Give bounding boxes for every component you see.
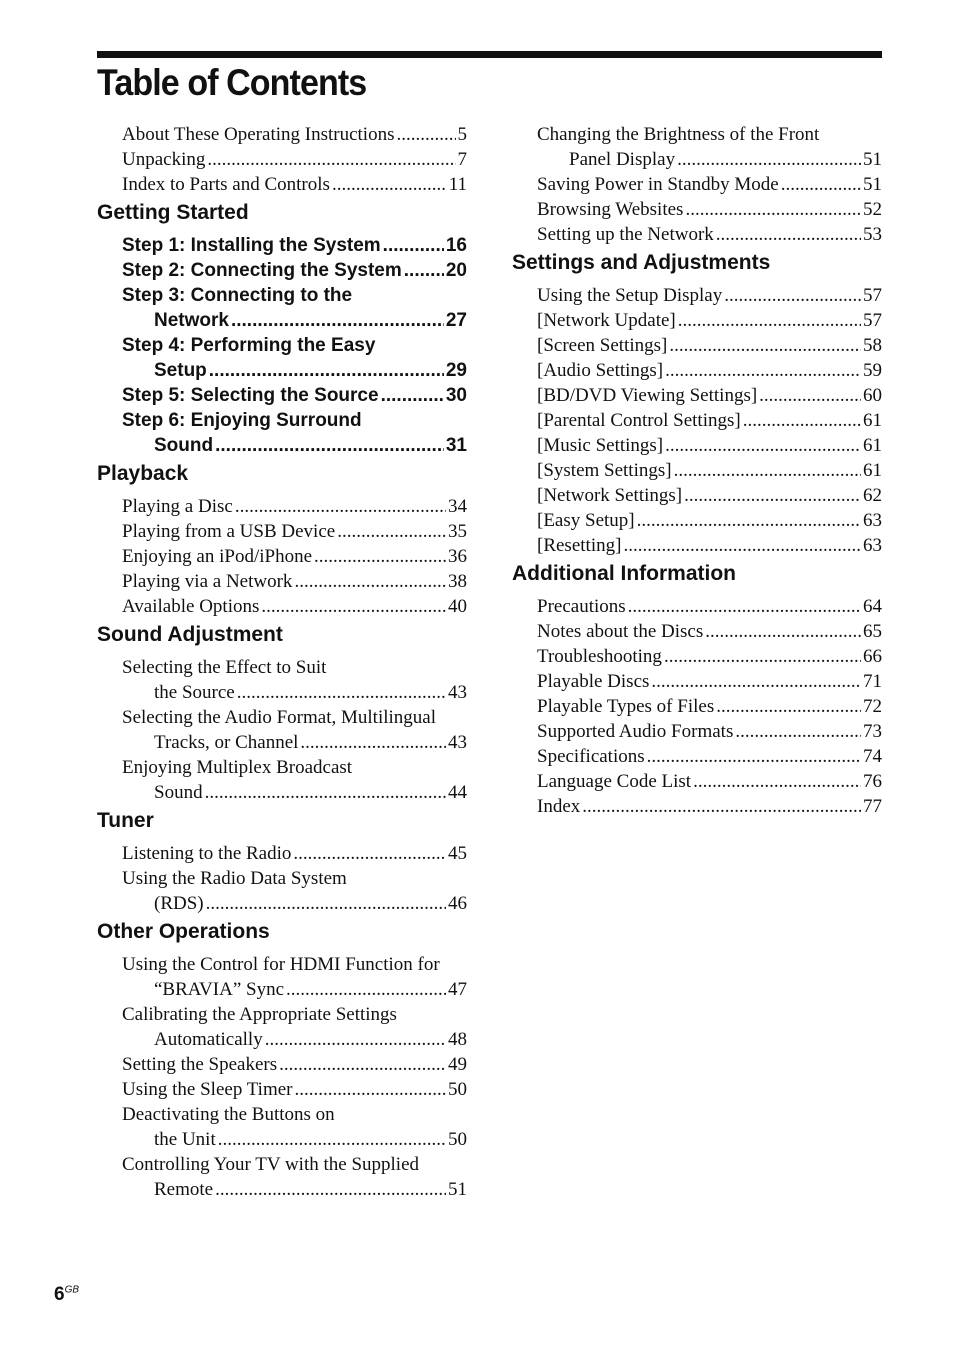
top-rule	[97, 51, 882, 58]
toc-entry[interactable]	[122, 569, 467, 594]
entry-page-number: 16	[445, 235, 467, 256]
entry-text: Notes about the Discs	[537, 621, 704, 642]
dot-leader	[205, 780, 446, 805]
entry-page-number: 5	[457, 124, 467, 145]
entry-page-number: 34	[448, 496, 467, 517]
entry-page-number: 7	[457, 149, 467, 170]
entry-text: Selecting the Effect to Suit	[122, 657, 327, 678]
entry-text: Specifications	[537, 746, 645, 767]
dot-leader	[383, 233, 444, 258]
dot-leader	[337, 519, 446, 544]
toc-entry[interactable]	[537, 383, 882, 408]
entry-text: Using the Setup Display	[537, 285, 723, 306]
entry-page-number: 61	[863, 410, 882, 431]
dot-leader	[294, 1077, 446, 1102]
entry-text: Playing from a USB Device	[122, 521, 336, 542]
entry-text: Step 6: Enjoying Surround	[122, 410, 362, 431]
toc-entry[interactable]	[122, 519, 467, 544]
entry-page-number: 50	[448, 1079, 467, 1100]
toc-entry[interactable]	[537, 694, 882, 719]
dot-leader	[209, 358, 444, 383]
dot-leader	[637, 508, 861, 533]
entry-page-number: 63	[863, 510, 882, 531]
entry-text: Deactivating the Buttons on	[122, 1104, 335, 1125]
entry-text: Index to Parts and Controls	[122, 174, 330, 195]
entry-page-number: 20	[445, 260, 467, 281]
entry-text: [BD/DVD Viewing Settings]	[537, 385, 758, 406]
entry-page-number: 27	[445, 310, 467, 331]
dot-leader	[235, 494, 446, 519]
dot-leader	[684, 483, 861, 508]
dot-leader	[651, 669, 861, 694]
entry-text: Playable Types of Files	[537, 696, 715, 717]
dot-leader	[294, 569, 446, 594]
entry-page-number: 40	[448, 596, 467, 617]
dot-leader	[218, 1127, 446, 1152]
dot-leader	[669, 333, 861, 358]
entry-text: Playing a Disc	[122, 496, 233, 517]
page-number-suffix: GB	[64, 1284, 80, 1296]
dot-leader	[207, 147, 455, 172]
entry-text: Enjoying Multiplex Broadcast	[122, 757, 353, 778]
section-heading: Tuner	[97, 809, 154, 832]
section-heading: Playback	[97, 462, 189, 485]
dot-leader	[396, 122, 455, 147]
toc-section-intro	[97, 122, 467, 197]
toc-entry[interactable]	[122, 594, 467, 619]
section-heading: Other Operations	[97, 920, 270, 943]
toc-entry[interactable]	[122, 1077, 467, 1102]
dot-leader	[743, 408, 861, 433]
toc-entry[interactable]	[122, 655, 467, 705]
toc-left-column	[97, 122, 467, 1204]
entry-text: Setting up the Network	[537, 224, 714, 245]
page-number	[54, 1284, 79, 1306]
toc-entry[interactable]	[122, 172, 467, 197]
entry-page-number: 43	[448, 682, 467, 703]
entry-page-number: 35	[448, 521, 467, 542]
dot-leader	[677, 147, 861, 172]
entry-text: Using the Control for HDMI Function for	[122, 954, 440, 975]
toc-entry[interactable]	[122, 383, 467, 408]
entry-text: Setting the Speakers	[122, 1054, 278, 1075]
section-heading: Additional Information	[512, 562, 736, 585]
dot-leader	[623, 533, 861, 558]
toc-entry[interactable]	[122, 233, 467, 258]
entry-page-number: 11	[448, 174, 467, 195]
toc-entry[interactable]	[122, 1102, 467, 1152]
entry-page-number: 44	[448, 782, 467, 803]
entry-text: Step 2: Connecting the System	[122, 260, 402, 281]
dot-leader	[381, 383, 444, 408]
entry-text: [Music Settings]	[537, 435, 664, 456]
entry-text: Supported Audio Formats	[537, 721, 734, 742]
toc-entry[interactable]	[122, 147, 467, 172]
page-number-value: 6	[54, 1284, 65, 1305]
entry-text: Tracks, or Channel	[154, 732, 299, 753]
entry-text: Listening to the Radio	[122, 843, 292, 864]
entry-text: Playable Discs	[537, 671, 650, 692]
toc-entry[interactable]	[122, 1052, 467, 1077]
toc-entry[interactable]	[537, 719, 882, 744]
toc-entry[interactable]	[537, 197, 882, 222]
entry-page-number: 72	[863, 696, 882, 717]
entry-page-number: 51	[863, 174, 882, 195]
toc-entry[interactable]	[537, 358, 882, 383]
entry-text: [Network Update]	[537, 310, 676, 331]
entry-text: [Network Settings]	[537, 485, 683, 506]
dot-leader	[215, 433, 444, 458]
entry-page-number: 47	[448, 979, 467, 1000]
entry-page-number: 50	[448, 1129, 467, 1150]
toc-entry[interactable]	[122, 333, 467, 383]
toc-section-other-operations	[97, 918, 467, 1202]
entry-page-number: 43	[448, 732, 467, 753]
entry-page-number: 45	[448, 843, 467, 864]
toc-entry[interactable]	[537, 122, 882, 172]
toc-entry[interactable]	[122, 408, 467, 458]
entry-page-number: 38	[448, 571, 467, 592]
toc-entry[interactable]	[537, 644, 882, 669]
toc-entry[interactable]	[537, 769, 882, 794]
toc-entry[interactable]	[122, 755, 467, 805]
dot-leader	[314, 544, 446, 569]
entry-page-number: 30	[445, 385, 467, 406]
entry-text: Available Options	[122, 596, 260, 617]
dot-leader	[582, 794, 861, 819]
toc-entry[interactable]	[537, 794, 882, 819]
entry-text: “BRAVIA” Sync	[154, 979, 285, 1000]
toc-section-sound-adjustment	[97, 621, 467, 805]
dot-leader	[261, 594, 446, 619]
entry-text: Remote	[154, 1179, 214, 1200]
toc-entry[interactable]	[537, 333, 882, 358]
entry-page-number: 51	[863, 149, 882, 170]
entry-text: [System Settings]	[537, 460, 672, 481]
toc-entry[interactable]	[537, 483, 882, 508]
dot-leader	[293, 841, 446, 866]
toc-entry[interactable]	[537, 508, 882, 533]
entry-page-number: 76	[863, 771, 882, 792]
entry-text: Step 5: Selecting the Source	[122, 385, 379, 406]
entry-page-number: 57	[863, 285, 882, 306]
entry-text: Saving Power in Standby Mode	[537, 174, 779, 195]
dot-leader	[781, 172, 861, 197]
dot-leader	[215, 1177, 446, 1202]
section-heading: Settings and Adjustments	[512, 251, 771, 274]
entry-text: Enjoying an iPod/iPhone	[122, 546, 312, 567]
entry-text: Precautions	[537, 596, 626, 617]
entry-text: Step 1: Installing the System	[122, 235, 381, 256]
entry-text: Sound	[154, 435, 214, 456]
entry-page-number: 51	[448, 1179, 467, 1200]
entry-page-number: 59	[863, 360, 882, 381]
toc-entry[interactable]	[537, 222, 882, 247]
toc-entry[interactable]	[537, 172, 882, 197]
toc-entry[interactable]	[537, 669, 882, 694]
dot-leader	[693, 769, 861, 794]
dot-leader	[665, 433, 861, 458]
toc-entry[interactable]	[537, 619, 882, 644]
toc-entry[interactable]	[122, 494, 467, 519]
entry-page-number: 66	[863, 646, 882, 667]
dot-leader	[279, 1052, 446, 1077]
entry-page-number: 53	[863, 224, 882, 245]
entry-text: Using the Sleep Timer	[122, 1079, 293, 1100]
dot-leader	[674, 458, 861, 483]
entry-text: [Resetting]	[537, 535, 622, 556]
entry-text: Step 4: Performing the Easy	[122, 335, 376, 356]
toc-section-playback	[97, 460, 467, 619]
entry-text: Troubleshooting	[537, 646, 662, 667]
entry-text: Language Code List	[537, 771, 692, 792]
toc-right-column	[512, 122, 882, 821]
entry-text: [Screen Settings]	[537, 335, 668, 356]
toc-entry[interactable]	[537, 458, 882, 483]
toc-entry[interactable]	[122, 283, 467, 333]
entry-page-number: 60	[863, 385, 882, 406]
dot-leader	[231, 308, 444, 333]
toc-entry[interactable]	[537, 433, 882, 458]
entry-page-number: 77	[863, 796, 882, 817]
entry-page-number: 64	[863, 596, 882, 617]
dot-leader	[300, 730, 446, 755]
toc-entry[interactable]	[122, 866, 467, 916]
entry-text: Changing the Brightness of the Front	[537, 124, 820, 145]
dot-leader	[286, 977, 446, 1002]
toc-entry[interactable]	[122, 122, 467, 147]
toc-entry[interactable]	[537, 533, 882, 558]
toc-entry[interactable]	[537, 744, 882, 769]
entry-page-number: 61	[863, 460, 882, 481]
entry-page-number: 49	[448, 1054, 467, 1075]
entry-page-number: 48	[448, 1029, 467, 1050]
entry-text: Step 3: Connecting to the	[122, 285, 353, 306]
entry-text: Automatically	[154, 1029, 263, 1050]
section-heading: Sound Adjustment	[97, 623, 283, 646]
entry-page-number: 71	[863, 671, 882, 692]
dot-leader	[678, 308, 861, 333]
dot-leader	[664, 644, 861, 669]
entry-text: (RDS)	[154, 893, 204, 914]
toc-entry[interactable]	[537, 594, 882, 619]
entry-text: Unpacking	[122, 149, 206, 170]
toc-entry[interactable]	[122, 705, 467, 755]
dot-leader	[685, 197, 861, 222]
dot-leader	[759, 383, 861, 408]
toc-entry[interactable]	[122, 1002, 467, 1052]
toc-entry[interactable]	[122, 544, 467, 569]
toc-section-getting-started	[97, 199, 467, 458]
toc-section-settings-and-adjustments	[512, 249, 882, 558]
entry-text: the Unit	[154, 1129, 216, 1150]
dot-leader	[716, 694, 861, 719]
entry-text: Setup	[154, 360, 207, 381]
entry-page-number: 73	[863, 721, 882, 742]
entry-page-number: 31	[445, 435, 467, 456]
entry-text: the Source	[154, 682, 235, 703]
entry-page-number: 52	[863, 199, 882, 220]
dot-leader	[332, 172, 447, 197]
toc-entry[interactable]	[122, 952, 467, 1002]
entry-text: Network	[154, 310, 229, 331]
entry-page-number: 36	[448, 546, 467, 567]
entry-text: About These Operating Instructions	[122, 124, 395, 145]
dot-leader	[735, 719, 861, 744]
entry-page-number: 61	[863, 435, 882, 456]
dot-leader	[237, 680, 446, 705]
toc-entry[interactable]	[537, 408, 882, 433]
dot-leader	[404, 258, 444, 283]
toc-section-intro	[512, 122, 882, 247]
entry-page-number: 74	[863, 746, 882, 767]
toc-entry[interactable]	[122, 258, 467, 283]
entry-text: [Audio Settings]	[537, 360, 664, 381]
page-title: Table of Contents	[97, 62, 367, 103]
dot-leader	[647, 744, 861, 769]
entry-text: Browsing Websites	[537, 199, 684, 220]
entry-text: Playing via a Network	[122, 571, 293, 592]
entry-text: Panel Display	[569, 149, 676, 170]
entry-text: [Parental Control Settings]	[537, 410, 741, 431]
entry-page-number: 46	[448, 893, 467, 914]
dot-leader	[206, 891, 446, 916]
entry-text: [Easy Setup]	[537, 510, 635, 531]
dot-leader	[265, 1027, 446, 1052]
entry-text: Sound	[154, 782, 203, 803]
dot-leader	[705, 619, 861, 644]
dot-leader	[628, 594, 861, 619]
entry-text: Calibrating the Appropriate Settings	[122, 1004, 397, 1025]
dot-leader	[724, 283, 861, 308]
toc-entry[interactable]	[122, 1152, 467, 1202]
entry-text: Selecting the Audio Format, Multilingual	[122, 707, 437, 728]
entry-page-number: 65	[863, 621, 882, 642]
entry-page-number: 63	[863, 535, 882, 556]
toc-section-tuner	[97, 807, 467, 916]
section-heading: Getting Started	[97, 201, 249, 224]
entry-page-number: 62	[863, 485, 882, 506]
entry-text: Controlling Your TV with the Supplied	[122, 1154, 419, 1175]
dot-leader	[716, 222, 861, 247]
entry-page-number: 58	[863, 335, 882, 356]
dot-leader	[665, 358, 861, 383]
toc-section-additional-information	[512, 560, 882, 819]
entry-text: Using the Radio Data System	[122, 868, 347, 889]
entry-page-number: 29	[445, 360, 467, 381]
entry-page-number: 57	[863, 310, 882, 331]
toc-entry[interactable]	[537, 308, 882, 333]
toc-entry[interactable]	[537, 283, 882, 308]
toc-entry[interactable]	[122, 841, 467, 866]
entry-text: Index	[537, 796, 581, 817]
